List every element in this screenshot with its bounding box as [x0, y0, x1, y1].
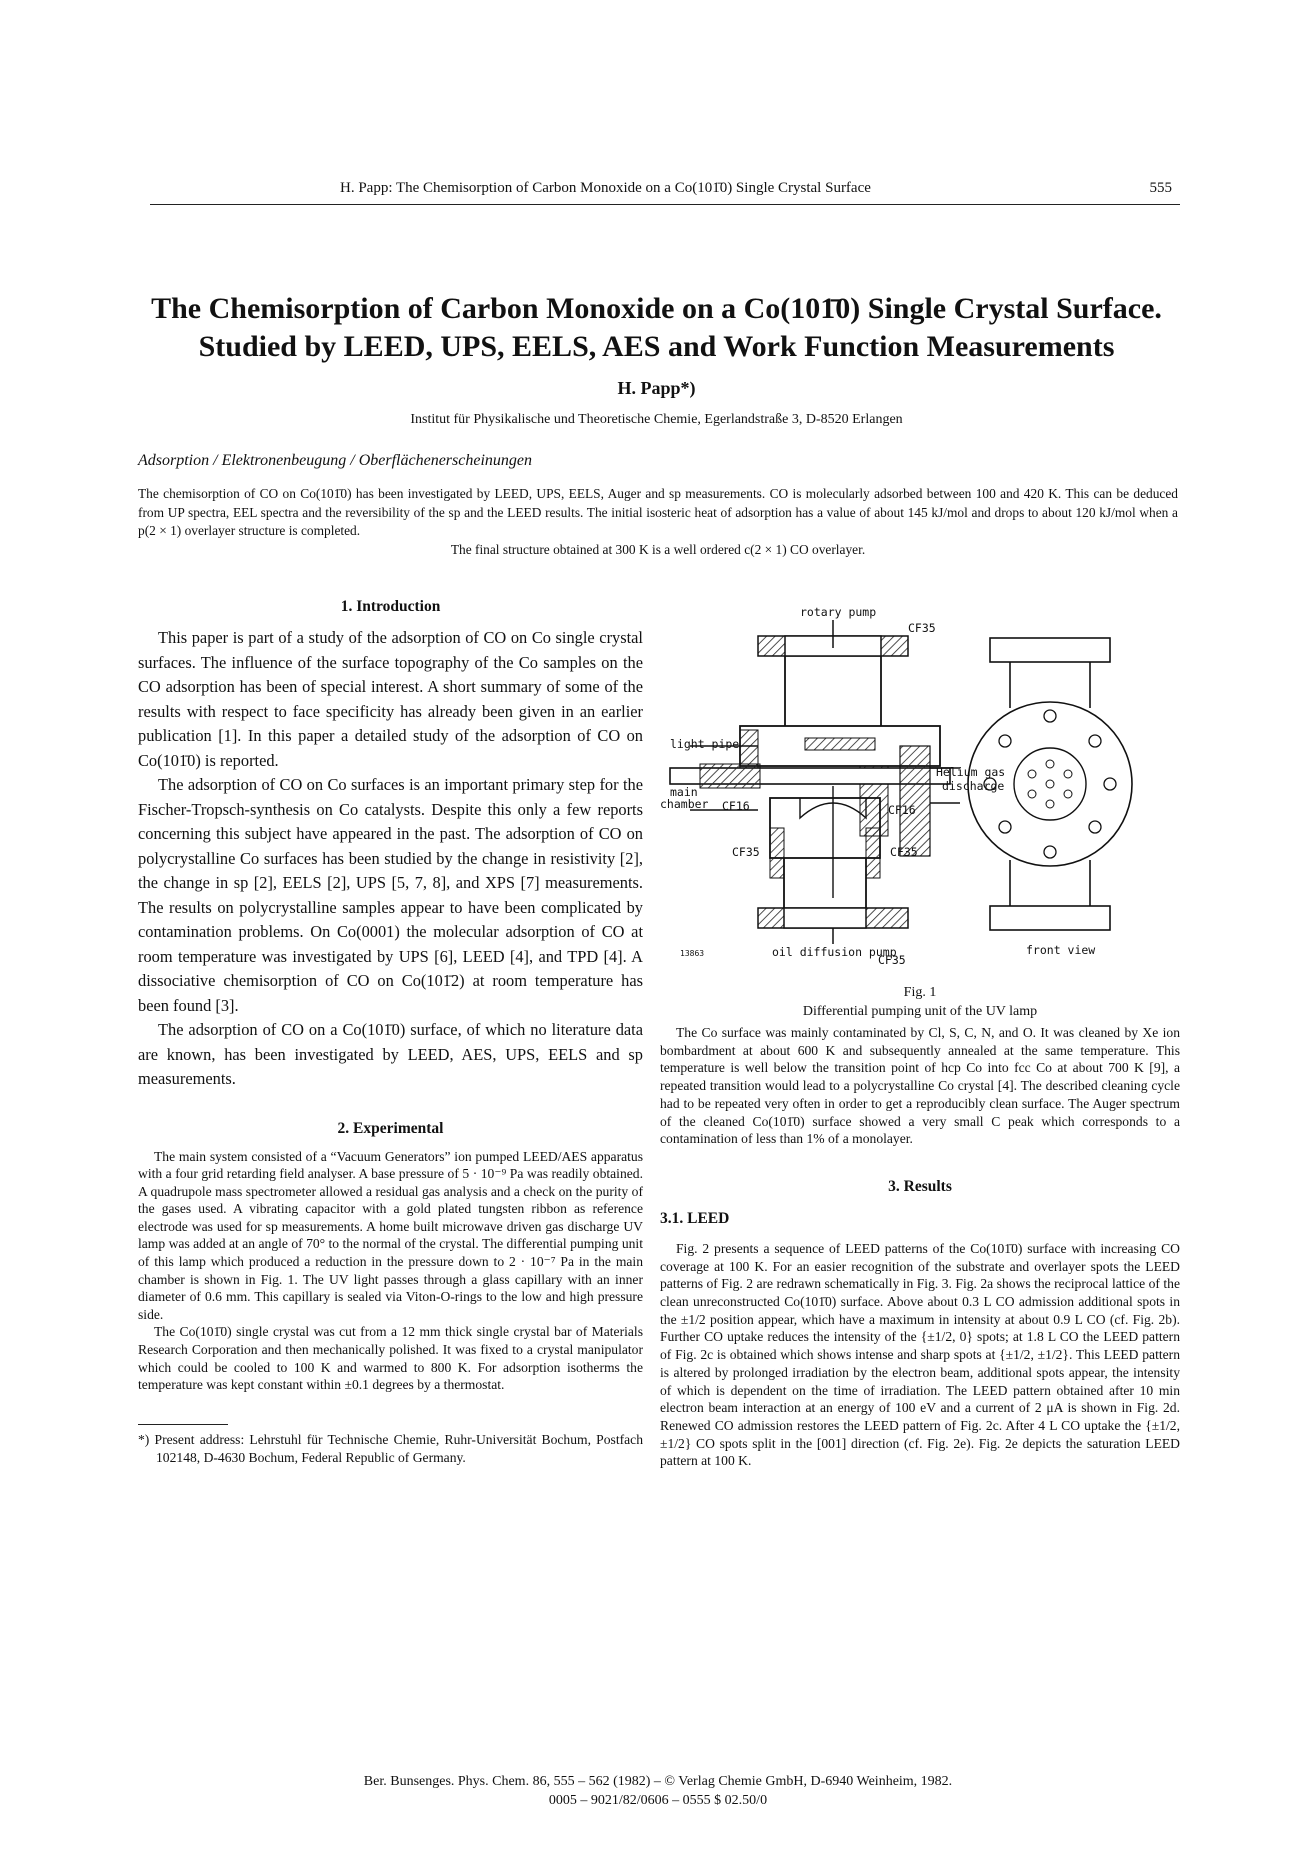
- figure-title: Differential pumping unit of the UV lamp: [802, 1004, 1038, 1019]
- experimental-paragraph: The main system consisted of a “Vacuum Generators” ion pumped LEED/AES apparatus with a four grid retarding field analyser. A base pressure of 5 · 10⁻⁹ Pa was readily obtained. A quadrupole mass spectrometer allowed a residual gas analysis and a check on the purity of the gases used. A vibrating capacitor with a gold plated tungsten ribbon as reference electrode was used for sp measurements. A home built microwave driven gas discharge UV lamp was added at an angle of 70° to the normal of the crystal. The differential pumping unit of this lamp which produced a reduction in the pressure down to 2 · 10⁻⁷ Pa in the main chamber is shown in Fig. 1. The UV light passes through a glass capillary with an inner diameter of 0.6 mm. This capillary is sealed via Viton-O-rings to the low and high pressure side.: [138, 1148, 643, 1322]
- article-title: [120, 290, 1193, 366]
- intro-paragraph: The adsorption of CO on Co surfaces is an important primary step for the Fischer-Tropsch-synthesis on Co catalysts. Despite this only a few reports concerning this subject have appeared in the past. The adsorption of CO on polycrystalline Co surfaces has been studied by the change in resistivity [2], the change in sp [2], EELS [2], UPS [5, 7, 8], and XPS [7] measurements. The results on polycrystalline samples appear to have been complicated by contamination problems. On Co(0001) the molecular adsorption of CO at room temperature was investigated by UPS [6], LEED [4], and TPD [4]. A dissociative chemisorption of CO on Co(101̄2) at room temperature has been found [3].: [138, 775, 643, 1015]
- intro-section: [138, 626, 643, 1092]
- results-heading: 3. Results: [888, 1177, 952, 1195]
- author: H. Papp*): [617, 378, 696, 398]
- right-column: [660, 598, 1180, 1470]
- experimental-heading: 2. Experimental: [337, 1119, 444, 1137]
- label-rotary-pump: rotary pump: [800, 605, 877, 619]
- experimental-paragraph: The Co(101̄0) single crystal was cut from a 12 mm thick single crystal bar of Materials Research Corporation and then mechanically polished. It was fixed to a crystal manipulator which could be cooled to 100 K and warmed to 800 K. For adsorption isotherms the temperature was kept constant within ±0.1 degrees by a thermostat.: [138, 1324, 643, 1393]
- label-cf35-bottom: CF35: [878, 953, 906, 967]
- journal-footer: [138, 1772, 1178, 1810]
- label-helium-gas: Helium gas: [936, 765, 1006, 779]
- label-stamp: 13863: [680, 949, 705, 958]
- page-number: 555: [1149, 180, 1172, 196]
- affiliation: Institut für Physikalische und Theoretische Chemie, Egerlandstraße 3, D-8520 Erlangen: [410, 412, 903, 427]
- leed-paragraph: Fig. 2 presents a sequence of LEED patterns of the Co(101̄0) surface with increasing CO coverage at 100 K. For an easier recognition of the substrate and overlayer spots the LEED patterns of Fig. 2 are redrawn schematically in Fig. 3. Fig. 2a shows the reciprocal lattice of the clean unreconstructed Co(101̄0) surface. Above about 0.3 L CO admission additional spots in the ±1/2 position appear, which have a maximum in intensity at about 0.9 L CO (cf. Fig. 2b). Further CO uptake reduces the intensity of the {±1/2, 0} spots; at 1.8 L CO the LEED pattern of Fig. 2c is obtained which shows intense and sharp spots at {±1/2, ±1/2}. This LEED pattern is altered by prolonged irradiation by the electron beam, additional spots appear, the intensity of which is dependent on the time of irradiation. The LEED pattern obtained after 10 min electron beam interaction at an energy of 100 eV and a current of 2 μA is shown in Fig. 2d. Renewed CO admission restores the LEED pattern of Fig. 2c. After 4 L CO uptake the {±1/2, ±1/2} CO spots split in the [001] direction (cf. Fig. 2e). Fig. 2e depicts the saturation LEED pattern at 100 K.: [660, 1240, 1180, 1469]
- intro-paragraph: This paper is part of a study of the adsorption of CO on Co single crystal surfaces. The influence of the surface topography of the Co samples on the CO adsorption has been of special interest. A short summary of some of the results with respect to face specificity has already been given in an earlier publication [1]. In this paper a detailed study of the adsorption of CO on Co(101̄0) is reported.: [138, 628, 643, 770]
- label-front-view: front view: [1026, 943, 1096, 957]
- intro-paragraph: The adsorption of CO on a Co(101̄0) surface, of which no literature data are known, has been investigated by LEED, AES, UPS, EELS and sp measurements.: [138, 1020, 643, 1088]
- cleaning-paragraph: The Co surface was mainly contaminated by Cl, S, C, N, and O. It was cleaned by Xe ion bombardment at about 600 K and subsequently annealed at the same temperature. This temperature is well below the transition point of hcp Co into fcc Co at about 700 K [9], a repeated transition would lead to a polycrystalline Co crystal [4]. The described cleaning cycle had to be repeated very often in order to get a reproducibly clean surface. The Auger spectrum of the cleaned Co(101̄0) surface showed a very small C peak which corresponds to a contamination of less than 1% of a monolayer.: [660, 1025, 1180, 1147]
- label-cf35-left: CF35: [732, 845, 760, 859]
- left-column: [138, 598, 643, 1466]
- footnote-block: [138, 1424, 643, 1466]
- footnote: *) Present address: Lehrstuhl für Technische Chemie, Ruhr-Universität Bochum, Postfach 102148, D-4630 Bochum, Federal Republic of Germany.: [138, 1431, 643, 1465]
- label-cf16-left: CF16: [722, 799, 750, 813]
- label-discharge: discharge: [942, 779, 1005, 793]
- title-line-2: Studied by LEED, UPS, EELS, AES and Work Function Measurements: [198, 330, 1115, 363]
- intro-heading: 1. Introduction: [340, 598, 441, 615]
- label-main: main: [670, 785, 698, 799]
- footnote-rule: [138, 1424, 228, 1425]
- figure-caption: [660, 983, 1180, 1021]
- label-cf35-right: CF35: [890, 845, 918, 859]
- leed-heading: 3.1. LEED: [660, 1209, 730, 1227]
- issn-line: 0005 – 9021/82/0606 – 0555 $ 02.50/0: [548, 1793, 768, 1808]
- label-cf35-top: CF35: [908, 621, 936, 635]
- figure-number: Fig. 1: [903, 985, 937, 1000]
- helium-discharge-section: [900, 746, 930, 856]
- cleaning-section: [660, 1024, 1180, 1148]
- uv-lamp-pumping-diagram: [660, 598, 1180, 978]
- abstract-text: The chemisorption of CO on Co(101̄0) has been investigated by LEED, UPS, EELS, Auger and sp measurements. CO is molecularly adsorbed between 100 and 420 K. This can be deduced from UP spectra, EEL spectra and the reversibility of the sp and the LEED results. The initial isosteric heat of adsorption has a value of about 145 kJ/mol and drops to about 120 kJ/mol when a p(2 × 1) overlayer structure is completed.: [138, 486, 1178, 538]
- leed-section: [660, 1240, 1180, 1470]
- keywords: Adsorption / Elektronenbeugung / Oberflächenerscheinungen: [138, 452, 532, 469]
- running-head-title: H. Papp: The Chemisorption of Carbon Monoxide on a Co(101̄0) Single Crystal Surface: [340, 180, 871, 196]
- label-oil-diffusion-pump: oil diffusion pump: [772, 945, 897, 959]
- abstract: [138, 485, 1178, 559]
- abstract-last-line: The final structure obtained at 300 K is a well ordered c(2 × 1) CO overlayer.: [450, 541, 866, 557]
- label-light-pipe: light pipe: [670, 737, 740, 751]
- title-line-1: The Chemisorption of Carbon Monoxide on a Co(101̄0) Single Crystal Surface.: [151, 292, 1162, 325]
- figure-1: [660, 598, 1180, 1028]
- running-head: [150, 178, 1180, 205]
- experimental-section: [138, 1148, 643, 1394]
- citation-line: Ber. Bunsenges. Phys. Chem. 86, 555 – 562 (1982) – © Verlag Chemie GmbH, D-6940 Weinheim, 1982.: [363, 1774, 953, 1789]
- label-cf16-right: CF16: [888, 803, 916, 817]
- label-chamber: chamber: [660, 797, 709, 811]
